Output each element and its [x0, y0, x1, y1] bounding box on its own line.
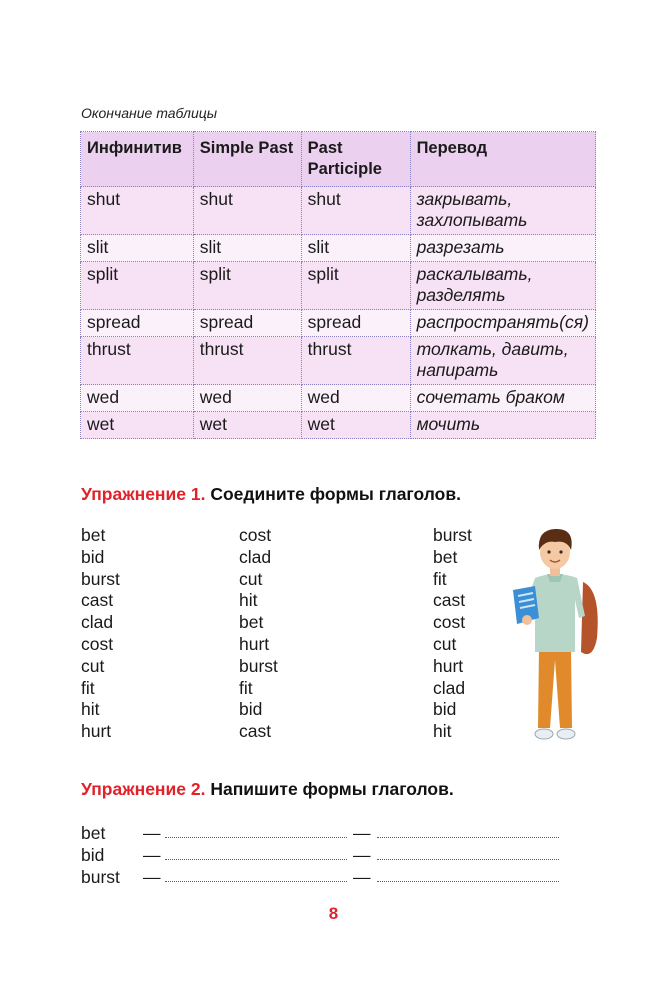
table-row: [81, 187, 596, 235]
list-item: cast: [239, 721, 272, 742]
list-item: cost: [239, 525, 272, 545]
table-row: [81, 412, 596, 439]
cell-translation: закрывать, захлопывать: [410, 187, 595, 235]
exercise-2-title: Напишите формы глаголов.: [210, 779, 454, 799]
fill-verb: bet: [81, 823, 106, 843]
backpack: [581, 582, 598, 654]
list-item: bet: [239, 612, 264, 633]
table-row: [81, 337, 596, 385]
left-shoe: [535, 729, 553, 739]
student-illustration: [505, 520, 605, 745]
cell-simple-past: wed: [193, 385, 301, 412]
cell-simple-past: split: [193, 262, 301, 310]
exercise-1-title: Соедините формы глаголов.: [210, 484, 461, 504]
list-item: hit: [433, 721, 452, 742]
cell-past-participle: thrust: [301, 337, 410, 385]
list-item: hurt: [433, 655, 464, 676]
list-item: fit: [81, 677, 95, 698]
verb-table: [80, 131, 596, 439]
cell-simple-past: thrust: [193, 337, 301, 385]
table-header-row: [81, 132, 596, 187]
list-item: bet: [81, 525, 106, 545]
cell-simple-past: spread: [193, 310, 301, 337]
list-item: bid: [433, 699, 457, 720]
exercise-1-number: Упражнение 1.: [81, 484, 206, 504]
dash: —: [353, 867, 371, 887]
answer-line-participle[interactable]: [377, 859, 559, 860]
cell-past-participle: wed: [301, 385, 410, 412]
right-eye: [559, 550, 562, 553]
cell-past-participle: wet: [301, 412, 410, 439]
header-infinitive: Инфинитив: [81, 132, 194, 187]
list-item: cut: [81, 655, 105, 676]
cell-simple-past: slit: [193, 235, 301, 262]
list-item: bid: [239, 699, 263, 720]
cell-translation: распространять(ся): [410, 310, 595, 337]
fill-row: [81, 823, 581, 845]
cell-infinitive: wet: [81, 412, 194, 439]
cell-infinitive: thrust: [81, 337, 194, 385]
list-item: hurt: [81, 721, 112, 742]
cell-infinitive: shut: [81, 187, 194, 235]
list-item: cut: [239, 568, 263, 589]
list-item: cut: [433, 633, 457, 654]
dash: —: [143, 867, 161, 887]
cell-translation: раскалывать, разделять: [410, 262, 595, 310]
page-number: 8: [328, 904, 339, 923]
cell-translation: толкать, давить, напирать: [410, 337, 595, 385]
list-item: fit: [239, 677, 253, 698]
table-row: [81, 235, 596, 262]
answer-line-past[interactable]: [165, 859, 347, 860]
header-past-participle: Past Participle: [301, 132, 410, 187]
list-item: clad: [239, 546, 272, 567]
exercise-1-column-a: [81, 525, 120, 743]
cell-translation: мочить: [410, 412, 595, 439]
answer-line-past[interactable]: [165, 881, 347, 882]
list-item: cast: [433, 590, 466, 611]
list-item: bet: [433, 546, 458, 567]
answer-line-participle[interactable]: [377, 881, 559, 882]
cell-infinitive: slit: [81, 235, 194, 262]
fill-verb: burst: [81, 867, 120, 887]
list-item: hit: [81, 699, 100, 720]
left-eye: [547, 550, 550, 553]
cell-past-participle: split: [301, 262, 410, 310]
exercise-1-heading: [81, 484, 461, 505]
answer-line-participle[interactable]: [377, 837, 559, 838]
table-caption: Окончание таблицы: [81, 105, 218, 121]
list-item: cost: [81, 633, 114, 654]
exercise-2-heading: [81, 779, 454, 800]
exercise-2-number: Упражнение 2.: [81, 779, 206, 799]
list-item: clad: [433, 677, 466, 698]
fill-row: [81, 845, 581, 867]
list-item: burst: [239, 655, 278, 676]
answer-line-past[interactable]: [165, 837, 347, 838]
cell-simple-past: shut: [193, 187, 301, 235]
dash: —: [143, 823, 161, 843]
header-simple-past: Simple Past: [193, 132, 301, 187]
right-shoe: [557, 729, 575, 739]
fill-verb: bid: [81, 845, 105, 865]
cell-simple-past: wet: [193, 412, 301, 439]
table-row: [81, 385, 596, 412]
cell-infinitive: wed: [81, 385, 194, 412]
exercise-1-column-b: [239, 525, 278, 743]
cell-past-participle: shut: [301, 187, 410, 235]
fill-row: [81, 867, 581, 889]
header-translation: Перевод: [410, 132, 595, 187]
hand: [522, 615, 532, 625]
list-item: hit: [239, 590, 258, 611]
dash: —: [143, 845, 161, 865]
cell-infinitive: split: [81, 262, 194, 310]
exercise-2-fill-lines: [81, 823, 581, 889]
list-item: clad: [81, 612, 114, 633]
list-item: cast: [81, 590, 114, 611]
cell-infinitive: spread: [81, 310, 194, 337]
table-row: [81, 310, 596, 337]
exercise-1-column-c: [433, 525, 472, 743]
cell-translation: разрезать: [410, 235, 595, 262]
list-item: burst: [433, 525, 472, 545]
dash: —: [353, 823, 371, 843]
cell-translation: сочетать браком: [410, 385, 595, 412]
list-item: cost: [433, 612, 466, 633]
dash: —: [353, 845, 371, 865]
cell-past-participle: spread: [301, 310, 410, 337]
cell-past-participle: slit: [301, 235, 410, 262]
list-item: fit: [433, 568, 447, 589]
list-item: hurt: [239, 633, 270, 654]
list-item: burst: [81, 568, 120, 589]
trousers: [538, 648, 572, 728]
table-row: [81, 262, 596, 310]
list-item: bid: [81, 546, 105, 567]
